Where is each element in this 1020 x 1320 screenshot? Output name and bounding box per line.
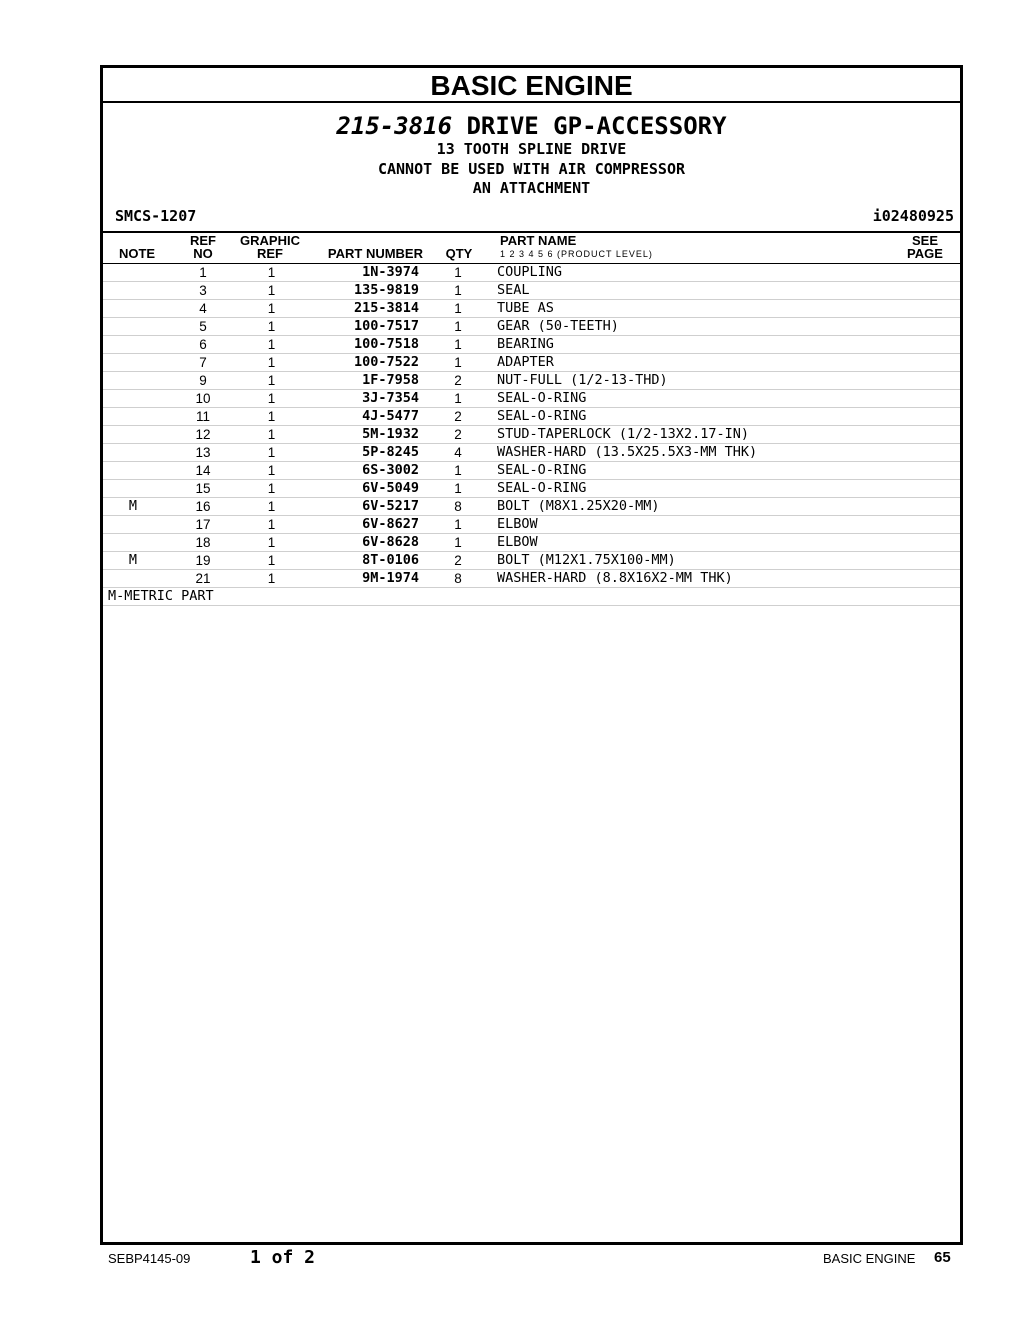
cell-ref: 6 — [163, 335, 243, 353]
smcs-row — [103, 205, 960, 233]
cell-gref: 1 — [243, 317, 300, 335]
cell-note — [103, 533, 163, 551]
footer-page-number: 65 — [934, 1249, 951, 1266]
cell-qty: 2 — [419, 425, 497, 443]
cell-pn: 100-7518 — [300, 335, 419, 353]
cell-qty: 4 — [419, 443, 497, 461]
cell-name: SEAL — [497, 281, 960, 299]
cell-pn: 4J-5477 — [300, 407, 419, 425]
cell-ref: 18 — [163, 533, 243, 551]
cell-qty: 1 — [419, 299, 497, 317]
cell-pn: 215-3814 — [300, 299, 419, 317]
cell-gref: 1 — [243, 443, 300, 461]
parts-table-body — [103, 264, 960, 588]
subtitle-line: CANNOT BE USED WITH AIR COMPRESSOR — [377, 159, 686, 178]
cell-name: ELBOW — [497, 515, 960, 533]
cell-gref: 1 — [243, 371, 300, 389]
table-row — [103, 569, 960, 587]
table-row — [103, 264, 960, 282]
cell-ref: 1 — [163, 264, 243, 282]
cell-qty: 8 — [419, 569, 497, 587]
table-row — [103, 551, 960, 569]
cell-name: SEAL-O-RING — [497, 479, 960, 497]
cell-name: ADAPTER — [497, 353, 960, 371]
table-row — [103, 407, 960, 425]
cell-gref: 1 — [243, 353, 300, 371]
cell-pn: 5M-1932 — [300, 425, 419, 443]
table-header — [103, 233, 960, 264]
cell-qty: 2 — [419, 551, 497, 569]
cell-qty: 8 — [419, 497, 497, 515]
cell-name: STUD-TAPERLOCK (1/2-13X2.17-IN) — [497, 425, 960, 443]
cell-note — [103, 353, 163, 371]
parts-table — [103, 264, 960, 588]
cell-name: BEARING — [497, 335, 960, 353]
cell-ref: 16 — [163, 497, 243, 515]
table-row — [103, 317, 960, 335]
cell-ref: 10 — [163, 389, 243, 407]
cell-pn: 8T-0106 — [300, 551, 419, 569]
cell-pn: 6V-5217 — [300, 497, 419, 515]
cell-gref: 1 — [243, 479, 300, 497]
cell-qty: 1 — [419, 479, 497, 497]
cell-name: SEAL-O-RING — [497, 461, 960, 479]
cell-name: ELBOW — [497, 533, 960, 551]
cell-ref: 7 — [163, 353, 243, 371]
table-row — [103, 335, 960, 353]
cell-ref: 21 — [163, 569, 243, 587]
cell-ref: 4 — [163, 299, 243, 317]
table-row — [103, 371, 960, 389]
cell-gref: 1 — [243, 533, 300, 551]
header-part-number: PART NUMBER — [327, 245, 423, 261]
cell-note: M — [103, 497, 163, 515]
page-frame — [100, 65, 963, 1245]
header-part-name: PART NAME — [500, 232, 577, 248]
cell-gref: 1 — [243, 497, 300, 515]
cell-qty: 1 — [419, 533, 497, 551]
cell-pn: 5P-8245 — [300, 443, 419, 461]
cell-ref: 17 — [163, 515, 243, 533]
illustration-id: i02480925 — [872, 206, 954, 225]
cell-note: M — [103, 551, 163, 569]
cell-name: GEAR (50-TEETH) — [497, 317, 960, 335]
cell-pn: 135-9819 — [300, 281, 419, 299]
table-row — [103, 515, 960, 533]
table-row — [103, 299, 960, 317]
cell-gref: 1 — [243, 407, 300, 425]
cell-pn: 100-7517 — [300, 317, 419, 335]
cell-ref: 19 — [163, 551, 243, 569]
cell-ref: 11 — [163, 407, 243, 425]
cell-name: BOLT (M8X1.25X20-MM) — [497, 497, 960, 515]
header-note: NOTE — [118, 245, 156, 261]
cell-note — [103, 479, 163, 497]
cell-name: WASHER-HARD (8.8X16X2-MM THK) — [497, 569, 960, 587]
cell-gref: 1 — [243, 281, 300, 299]
cell-note — [103, 461, 163, 479]
header-qty: QTY — [445, 245, 473, 261]
cell-qty: 1 — [419, 461, 497, 479]
cell-pn: 9M-1974 — [300, 569, 419, 587]
header-see-line2: PAGE — [907, 245, 943, 261]
cell-qty: 1 — [419, 335, 497, 353]
group-part-number: 215-3816 — [336, 112, 453, 140]
cell-gref: 1 — [243, 569, 300, 587]
table-row — [103, 461, 960, 479]
cell-qty: 2 — [419, 407, 497, 425]
cell-pn: 6V-8628 — [300, 533, 419, 551]
table-row — [103, 425, 960, 443]
table-row — [103, 533, 960, 551]
header-see-line1: SEE — [911, 232, 938, 248]
cell-qty: 1 — [419, 389, 497, 407]
cell-qty: 1 — [419, 353, 497, 371]
cell-note — [103, 371, 163, 389]
cell-gref: 1 — [243, 515, 300, 533]
title-block — [103, 112, 960, 199]
header-ref-line2: NO — [193, 245, 213, 261]
cell-gref: 1 — [243, 264, 300, 282]
cell-name: WASHER-HARD (13.5X25.5X3-MM THK) — [497, 443, 960, 461]
cell-note — [103, 299, 163, 317]
table-row — [103, 281, 960, 299]
table-row — [103, 353, 960, 371]
cell-pn: 6S-3002 — [300, 461, 419, 479]
cell-note — [103, 317, 163, 335]
cell-note — [103, 569, 163, 587]
footer-doc-id: SEBP4145-09 — [108, 1251, 191, 1266]
group-title — [103, 112, 960, 140]
cell-ref: 15 — [163, 479, 243, 497]
cell-ref: 14 — [163, 461, 243, 479]
table-row — [103, 443, 960, 461]
footer-page-of: 1 of 2 — [250, 1247, 316, 1268]
cell-name: NUT-FULL (1/2-13-THD) — [497, 371, 960, 389]
header-graphic-line1: GRAPHIC — [240, 232, 300, 248]
cell-gref: 1 — [243, 461, 300, 479]
cell-name: TUBE AS — [497, 299, 960, 317]
cell-note — [103, 407, 163, 425]
cell-qty: 1 — [419, 264, 497, 282]
cell-note — [103, 515, 163, 533]
cell-qty: 2 — [419, 371, 497, 389]
cell-gref: 1 — [243, 335, 300, 353]
subtitle-line: 13 TOOTH SPLINE DRIVE — [436, 140, 627, 158]
cell-pn: 6V-5049 — [300, 479, 419, 497]
subtitle-line: AN ATTACHMENT — [472, 179, 591, 197]
cell-name: BOLT (M12X1.75X100-MM) — [497, 551, 960, 569]
metric-note: M-METRIC PART — [103, 588, 960, 606]
cell-name: SEAL-O-RING — [497, 389, 960, 407]
footer-section: BASIC ENGINE — [823, 1251, 916, 1266]
header-graphic-line2: REF — [257, 245, 283, 261]
table-row — [103, 389, 960, 407]
cell-pn: 1N-3974 — [300, 264, 419, 282]
cell-gref: 1 — [243, 551, 300, 569]
section-title: BASIC ENGINE — [103, 68, 960, 103]
cell-name: COUPLING — [497, 264, 960, 282]
cell-ref: 5 — [163, 317, 243, 335]
header-ref-line1: REF — [190, 232, 216, 248]
table-row — [103, 497, 960, 515]
cell-note — [103, 389, 163, 407]
cell-pn: 6V-8627 — [300, 515, 419, 533]
cell-pn: 3J-7354 — [300, 389, 419, 407]
cell-note — [103, 443, 163, 461]
cell-qty: 1 — [419, 515, 497, 533]
cell-note — [103, 335, 163, 353]
cell-note — [103, 264, 163, 282]
cell-ref: 12 — [163, 425, 243, 443]
cell-note — [103, 425, 163, 443]
cell-gref: 1 — [243, 425, 300, 443]
header-product-level: 1 2 3 4 5 6 (PRODUCT LEVEL) — [500, 248, 653, 259]
cell-pn: 1F-7958 — [300, 371, 419, 389]
cell-note — [103, 281, 163, 299]
cell-qty: 1 — [419, 317, 497, 335]
cell-qty: 1 — [419, 281, 497, 299]
cell-ref: 13 — [163, 443, 243, 461]
cell-name: SEAL-O-RING — [497, 407, 960, 425]
table-row — [103, 479, 960, 497]
cell-ref: 9 — [163, 371, 243, 389]
smcs-code: SMCS-1207 — [115, 206, 197, 225]
cell-gref: 1 — [243, 299, 300, 317]
cell-pn: 100-7522 — [300, 353, 419, 371]
page-footer — [0, 1245, 1020, 1275]
group-name: DRIVE GP-ACCESSORY — [466, 112, 727, 140]
cell-gref: 1 — [243, 389, 300, 407]
cell-ref: 3 — [163, 281, 243, 299]
